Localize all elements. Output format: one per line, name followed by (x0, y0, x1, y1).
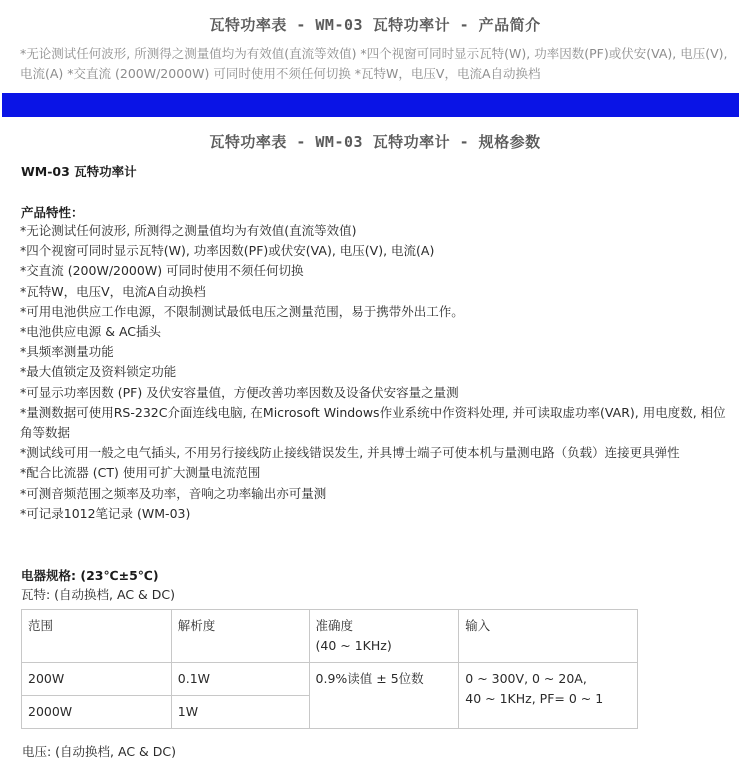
header-accuracy-sub: (40 ~ 1KHz) (315, 638, 392, 653)
voltage-spec-label-cutoff: 电压: (自动换档, AC & DC) (22, 744, 176, 759)
feature-item: *四个视窗可同时显示瓦特(W), 功率因数(PF)或伏安(VA), 电压(V), 电流(A) (20, 243, 435, 259)
header-accuracy (309, 610, 459, 663)
cell-input-line2: 40 ~ 1KHz, PF= 0 ~ 1 (465, 691, 604, 706)
feature-item: *可用电池供应工作电源，不限制测试最低电压之测量范围，易于携带外出工作。 (20, 303, 464, 319)
blue-divider-bar (2, 93, 739, 117)
feature-item: *可记录1012笔记录 (WM-03) (20, 505, 191, 521)
cell-resolution: 1W (171, 696, 309, 729)
cell-range: 200W (22, 663, 172, 696)
model-name: WM-03 瓦特功率计 (21, 164, 137, 179)
feature-item: *配合比流器 (CT) 使用可扩大测量电流范围 (20, 465, 261, 481)
intro-summary: *无论测试任何波形, 所测得之测量值均为有效值(直流等效值) *四个视窗可同时显示瓦特(W), 功率因数(PF)或伏安(VA), 电压(V), 电流(A) *交直流 (200W/2000W) 可同时使用不须任何切换 *瓦特W，电压V，电流A自动换档 (20, 46, 728, 81)
cell-resolution: 0.1W (171, 663, 309, 696)
electrical-specs-heading: 电器规格: (23℃±5℃) (21, 568, 159, 583)
feature-item: *无论测试任何波形, 所测得之测量值均为有效值(直流等效值) (20, 223, 357, 238)
feature-item: *交直流 (200W/2000W) 可同时使用不须任何切换 (20, 263, 304, 279)
feature-item: *测试线可用一般之电气插头, 不用另行接线防止接线错误发生, 并具博士端子可使本机与量测电路（负载）连接更具弹性 (20, 445, 680, 461)
spec-section-title: 瓦特功率表 - WM-03 瓦特功率计 - 规格参数 (209, 133, 541, 151)
watt-spec-label: 瓦特: (自动换档, AC & DC) (21, 587, 175, 602)
cell-range: 2000W (22, 696, 172, 729)
header-range: 范围 (22, 610, 172, 663)
header-accuracy-label: 准确度 (315, 618, 354, 633)
features-heading: 产品特性： (21, 205, 84, 220)
cell-input (459, 663, 638, 729)
header-input: 输入 (459, 610, 638, 663)
table-header-row (22, 610, 638, 663)
header-resolution: 解析度 (171, 610, 309, 663)
feature-item: *最大值锁定及资料锁定功能 (20, 364, 177, 380)
cell-input-line1: 0 ~ 300V, 0 ~ 20A, (465, 671, 587, 686)
feature-item: *量测数据可使用RS-232C介面连线电脑, 在Microsoft Windows作业系统中作资料处理, 并可读取虚功率(VAR), 用电度数, 相位角等数据 (20, 404, 726, 441)
feature-item: *具频率测量功能 (20, 344, 114, 360)
intro-section-title: 瓦特功率表 - WM-03 瓦特功率计 - 产品简介 (209, 16, 541, 34)
watt-spec-table (21, 609, 638, 729)
feature-item: *电池供应电源 & AC插头 (20, 324, 162, 340)
feature-item: *瓦特W，电压V，电流A自动换档 (20, 283, 206, 299)
table-row (22, 663, 638, 696)
feature-item: *可测音频范围之频率及功率，音响之功率输出亦可量测 (20, 485, 327, 501)
features-list (20, 221, 732, 524)
feature-item: *可显示功率因数 (PF) 及伏安容量值，方便改善功率因数及设备伏安容量之量测 (20, 384, 459, 400)
cell-accuracy: 0.9%读值 ± 5位数 (309, 663, 459, 729)
